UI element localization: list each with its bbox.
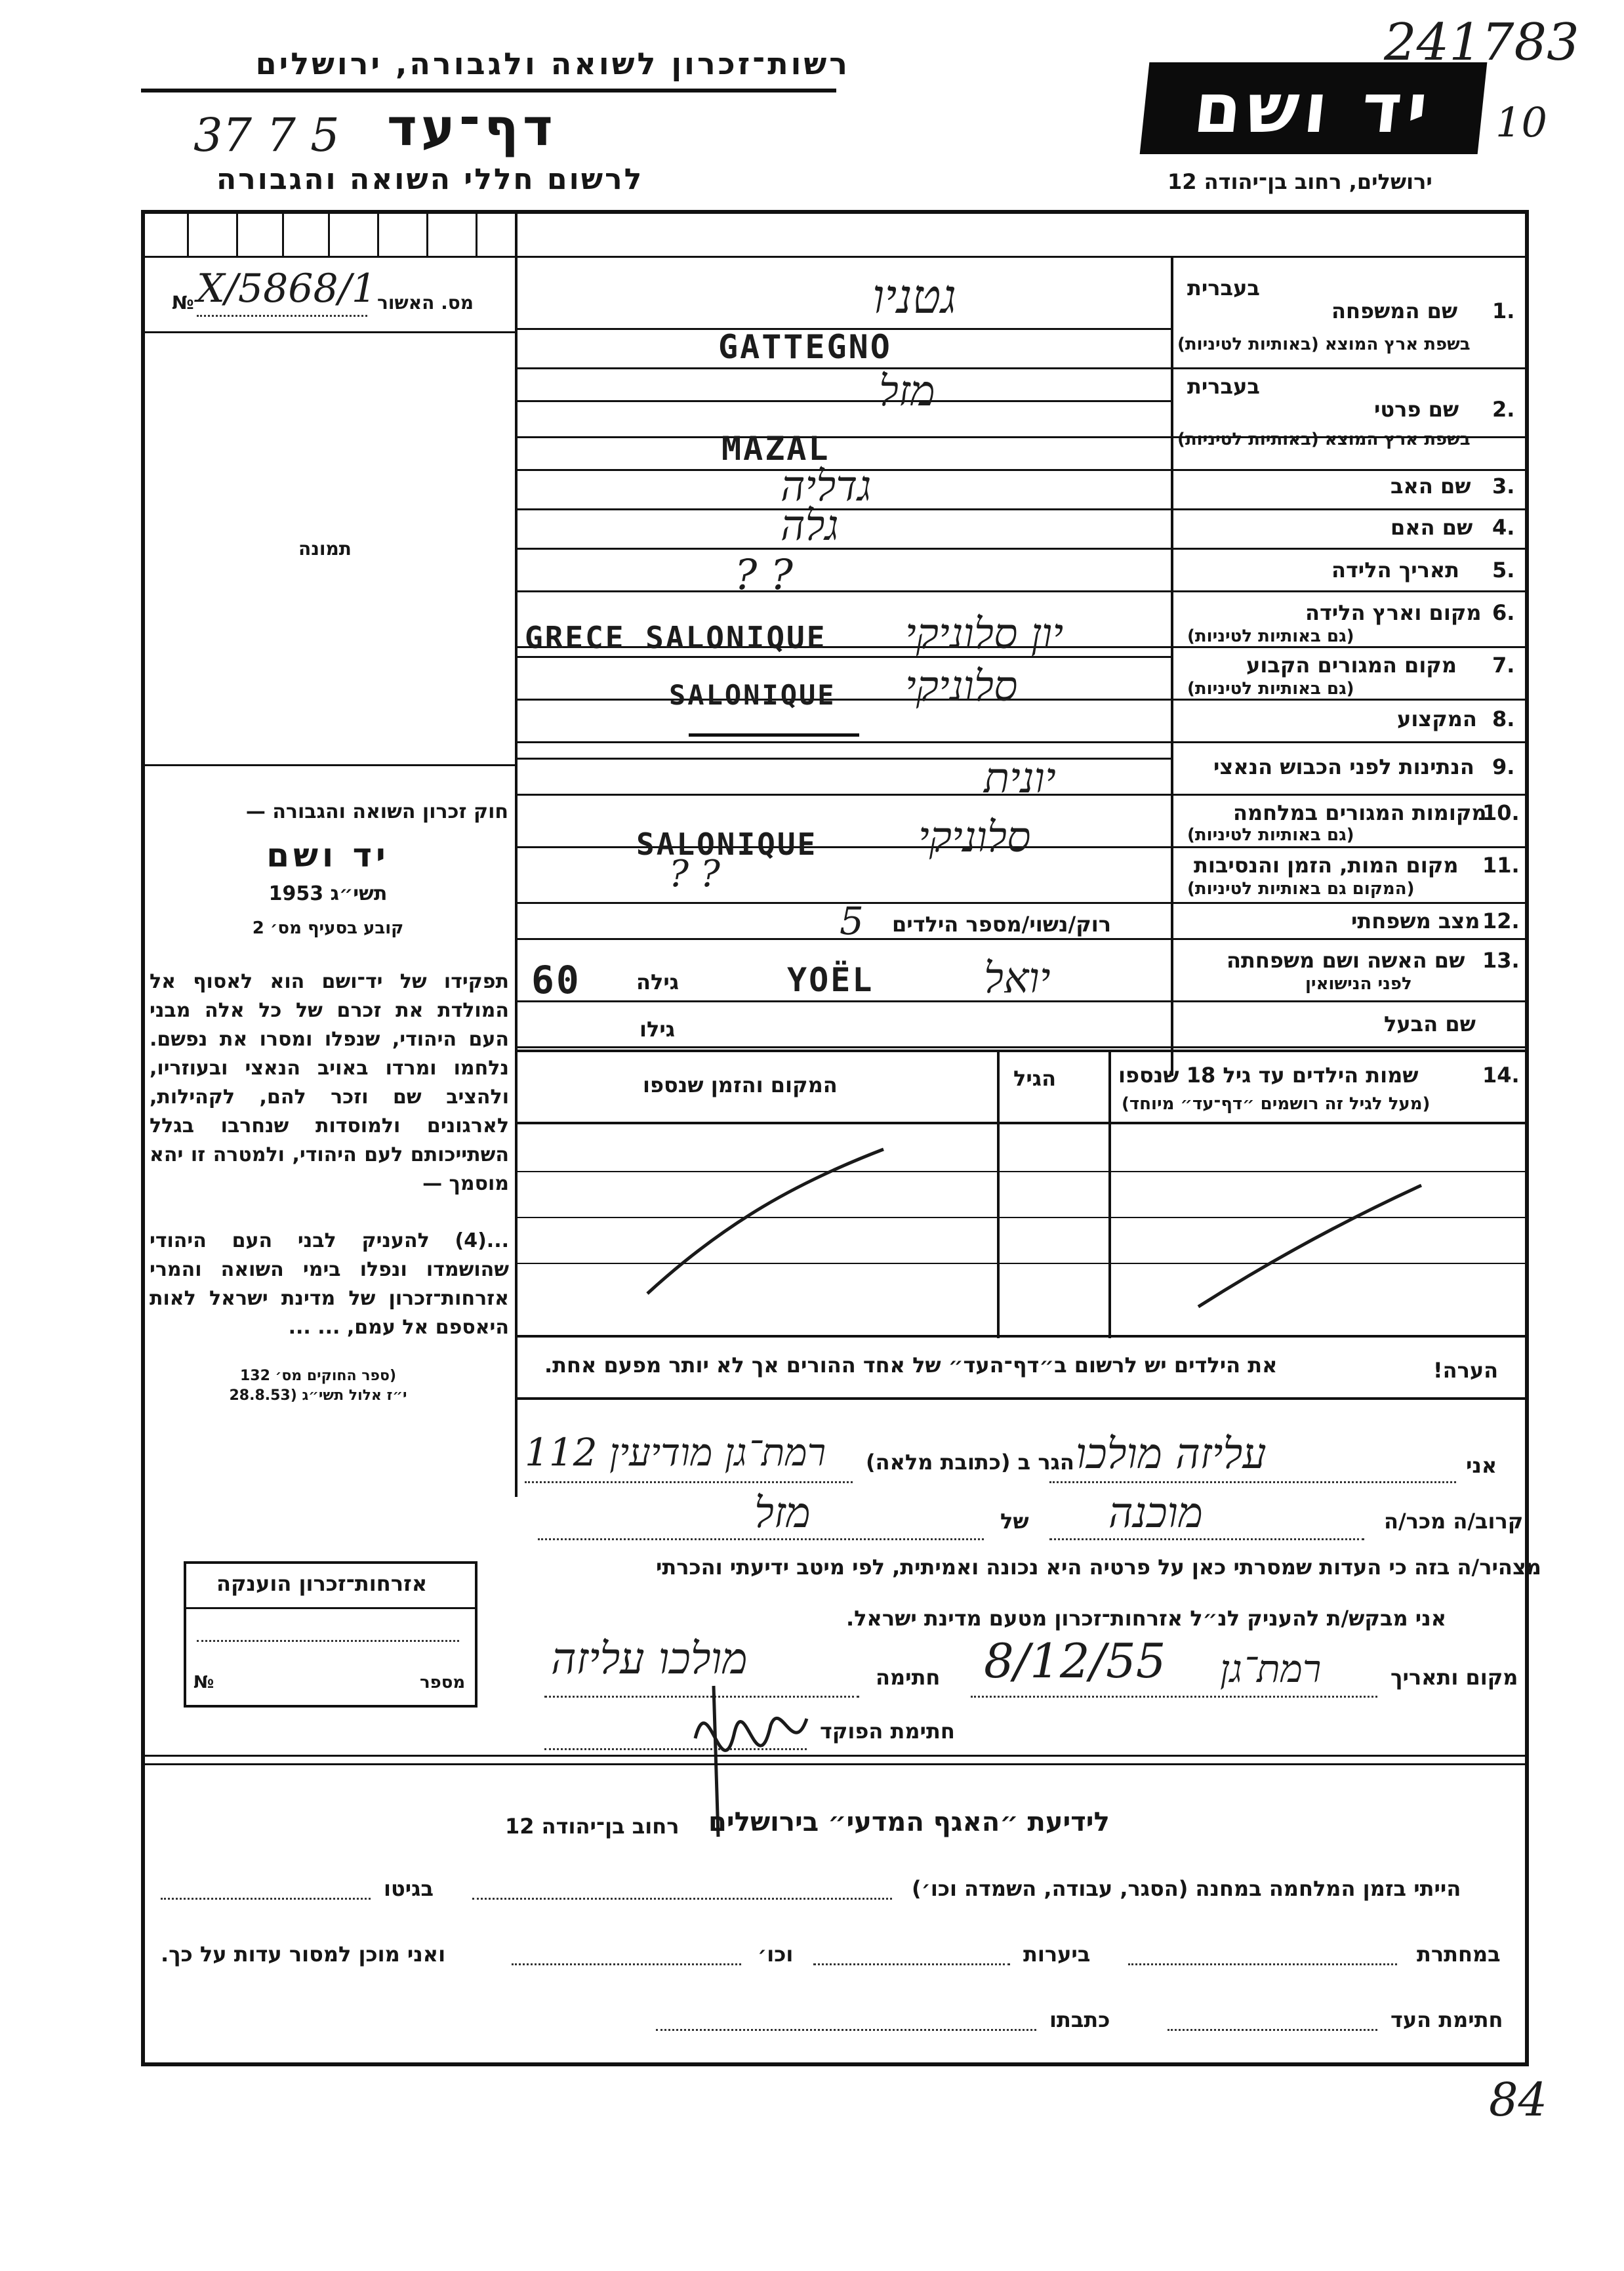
children-header-names-sub: (מעל לגיל זה רושמים ״דף־עד״ מיוחד) bbox=[1122, 1094, 1431, 1114]
field-11-number: 11. bbox=[1482, 853, 1520, 878]
approval-number: X/5868/1 bbox=[197, 266, 377, 312]
field-5-value: ? ? bbox=[735, 551, 793, 600]
photo-box-bottom bbox=[141, 764, 516, 766]
field-13-number: 13. bbox=[1482, 948, 1520, 973]
decl-of-value: מזל bbox=[754, 1489, 811, 1538]
field-12-number: 12. bbox=[1482, 909, 1520, 933]
label-column-divider bbox=[1171, 256, 1173, 1076]
intel-row2-line-b bbox=[813, 1963, 1010, 1965]
field-9-number: 9. bbox=[1492, 754, 1515, 779]
husband-age-label: גילו bbox=[639, 1017, 676, 1042]
strip-cell bbox=[377, 211, 379, 257]
citizenship-box-title: אזרחות־זכרון הוענקה bbox=[216, 1571, 428, 1596]
law-line1: חוק זכרון השואה והגבורה — bbox=[245, 800, 508, 823]
intel-row3-line-b bbox=[656, 2029, 1036, 2031]
frame-top bbox=[141, 210, 1528, 214]
field-7-underline bbox=[689, 733, 859, 737]
form-title: דף־עד bbox=[387, 98, 557, 157]
field-11-value: ? ? bbox=[669, 853, 720, 895]
field-8-number: 8. bbox=[1492, 706, 1515, 731]
decl-address: רמת־גן מודיעין 112 bbox=[525, 1430, 826, 1475]
field-2-value-he: מזל bbox=[879, 367, 935, 416]
decl-officer-label: חתימת הפוקד bbox=[820, 1719, 955, 1744]
approval-row-line bbox=[141, 331, 516, 333]
decl-relation: מוכנה bbox=[1108, 1489, 1203, 1538]
field-2-sub: בשפת ארץ המוצא (באותיות לטיניות) bbox=[1177, 430, 1471, 449]
law-source-1: (ספר החוקים מס׳ 132 bbox=[239, 1368, 397, 1384]
row-line bbox=[516, 590, 1526, 592]
authority-underline bbox=[141, 89, 836, 92]
row-line bbox=[516, 741, 1526, 743]
children-table-top bbox=[516, 1050, 1526, 1052]
law-year: תשי״ג 1953 bbox=[268, 882, 388, 905]
field-9-value: יונית bbox=[984, 754, 1056, 803]
decl-statement-1: מצהיר/ה בזה כי העדות שמסרתי כאן על פרטיה היא נכונה ואמיתית, לפי מיטב ידיעתי והכרתי bbox=[656, 1555, 1541, 1580]
approval-dotline bbox=[197, 315, 367, 317]
field-7-value-he: סלוניקי bbox=[905, 663, 1018, 711]
intel-title: לידיעת ״האגף המדעי״ בירושלים bbox=[708, 1807, 1110, 1837]
value-line bbox=[516, 758, 1172, 760]
decl-resides: הגר ב (כתובת מלאה) bbox=[866, 1450, 1074, 1475]
address-heading: ירושלים, רחוב בן־יהודה 12 bbox=[1167, 169, 1432, 194]
row-line bbox=[516, 548, 1526, 550]
note-text: את הילדים יש לרשום ב״דף־העד״ של אחד ההורים אך לא יותר מפעם אחת. bbox=[544, 1353, 1278, 1378]
row-line bbox=[516, 938, 1526, 940]
decl-place-line bbox=[971, 1696, 1377, 1698]
citizenship-box-number-label: מספר bbox=[420, 1673, 466, 1692]
field-12-status-options: רוק/נשוי/מספר הילדים bbox=[892, 912, 1111, 937]
decl-address-line bbox=[525, 1481, 853, 1483]
field-5-label: תאריך הלידה bbox=[1331, 558, 1460, 583]
field-3-value: גדליה bbox=[781, 462, 872, 511]
decl-relative: קרוב/ה מכר/ה bbox=[1384, 1509, 1524, 1534]
intel-separator-1 bbox=[141, 1755, 1528, 1757]
photo-label: תמונה bbox=[298, 538, 352, 560]
decl-relation-line bbox=[1049, 1538, 1364, 1540]
field-1-sub: בשפת ארץ המוצא (באותיות לטיניות) bbox=[1177, 335, 1471, 354]
field-5-number: 5. bbox=[1492, 558, 1515, 583]
citizenship-box-divider bbox=[184, 1607, 477, 1609]
law-clause: קובע בסעיף מס׳ 2 bbox=[252, 918, 404, 938]
children-header-num: 14. bbox=[1482, 1063, 1520, 1088]
wife-age-value: 60 bbox=[531, 958, 581, 1002]
field-1-value-he: גטניו bbox=[872, 269, 956, 324]
field-4-label: שם האם bbox=[1391, 515, 1473, 540]
intel-row3-a: חתימת העד bbox=[1391, 2007, 1503, 2032]
intel-address: רחוב בן־יהודה 12 bbox=[505, 1814, 680, 1839]
intel-row2-d: ואני מוכן למסור עדות על כך. bbox=[161, 1942, 446, 1967]
field-2-number: 2. bbox=[1492, 397, 1515, 422]
intel-row1-a: הייתי בזמן המלחמה במחנה (הסגר, עבודה, השמדה וכו׳) bbox=[912, 1876, 1461, 1901]
children-table-strike bbox=[516, 1123, 1526, 1336]
strip-cell bbox=[187, 211, 189, 257]
field-2-value-latin: MAZAL bbox=[721, 430, 830, 468]
row-line bbox=[516, 1046, 1526, 1048]
husband-label: שם הבעל bbox=[1384, 1012, 1476, 1036]
decl-name-line bbox=[1049, 1481, 1456, 1483]
form-subtitle: לרשום חללי השואה והגבורה bbox=[216, 163, 644, 196]
field-1-number: 1. bbox=[1492, 298, 1515, 323]
field-13-value-latin: YOËL bbox=[787, 961, 874, 999]
field-6-sub: (גם באותיות לטיניות) bbox=[1187, 626, 1354, 646]
field-8-label: המקצוע bbox=[1397, 706, 1477, 731]
field-2-lang: בעברית bbox=[1187, 374, 1260, 399]
intel-row3-line-a bbox=[1167, 2029, 1377, 2031]
row-line bbox=[516, 508, 1526, 510]
intel-row2-line-c bbox=[512, 1963, 741, 1965]
intel-row1-line-b bbox=[161, 1898, 371, 1900]
decl-i: אני bbox=[1466, 1453, 1497, 1478]
field-9-label: הנתינות לפני הכבוש הנאצי bbox=[1213, 754, 1474, 779]
field-13-value-he: יואל bbox=[984, 954, 1051, 1003]
note-label: הערה! bbox=[1433, 1358, 1499, 1383]
field-11-sub: (המקום גם באותיות לטיניות) bbox=[1187, 879, 1415, 899]
row-line bbox=[516, 469, 1526, 471]
field-10-number: 10. bbox=[1482, 800, 1520, 825]
decl-signature-label: חתימה bbox=[876, 1665, 941, 1690]
intel-row1-line-a bbox=[472, 1898, 892, 1900]
handwritten-side-number: 10 bbox=[1495, 98, 1547, 146]
field-1-value-latin: GATTEGNO bbox=[718, 328, 892, 366]
field-10-label: מקומות המגורים במלחמה bbox=[1233, 800, 1487, 825]
frame-bottom bbox=[141, 2062, 1528, 2066]
decl-of: של bbox=[1000, 1509, 1029, 1534]
field-1-lang: בעברית bbox=[1187, 276, 1260, 300]
field-11-label: מקום המות, הזמן והנסיבות bbox=[1194, 853, 1459, 878]
decl-statement-2: אני מבקש/ת להעניק לנ״ל אזרחות־זכרון מטעם מדינת ישראל. bbox=[846, 1606, 1446, 1631]
yad-vashem-logo: יד ושם bbox=[1140, 62, 1488, 154]
value-line bbox=[516, 656, 1172, 658]
intel-row3-b: כתבתו bbox=[1049, 2007, 1110, 2032]
strip-cell bbox=[426, 211, 428, 257]
decl-signature: מולכו עליזה bbox=[551, 1633, 748, 1684]
field-10-value-he: סלוניקי bbox=[918, 813, 1031, 862]
children-header-names: שמות הילדים עד גיל 18 שנספו bbox=[1118, 1063, 1419, 1088]
authority-heading: רשות־זכרון לשואה ולגבורה, ירושלים bbox=[255, 46, 850, 81]
field-6-value-he: יון סלוניקי bbox=[905, 610, 1064, 659]
children-header-place: המקום והזמן שנספו bbox=[643, 1073, 838, 1097]
row-line bbox=[516, 902, 1526, 904]
law-paragraph-2: ...(4) להעניק לבני העם היהודי שהושמדו ונפלו בימי השואה והמרי אזרחות־זכרון של מדינת ישראל לאות היאספם אל עמם, ... ... bbox=[150, 1229, 509, 1339]
law-name: יד ושם bbox=[266, 836, 390, 874]
field-12-label: מצב משפחתי bbox=[1351, 909, 1480, 933]
field-3-label: שם האב bbox=[1391, 474, 1471, 499]
page-number: 84 bbox=[1489, 2073, 1548, 2127]
field-7-sub: (גם באותיות לטיניות) bbox=[1187, 679, 1354, 699]
field-13-sub: לפני הנישואין bbox=[1305, 974, 1412, 994]
field-1-label: שם המשפחה bbox=[1331, 298, 1458, 323]
decl-name: עליזה מולכו bbox=[1076, 1430, 1267, 1479]
intel-row2-b: ביערות bbox=[1023, 1942, 1091, 1967]
field-7-value-latin: SALONIQUE bbox=[669, 679, 836, 711]
handwritten-top-number: 241783 bbox=[1384, 13, 1579, 72]
row-line bbox=[516, 699, 1526, 701]
wife-age-label: גילה bbox=[636, 970, 680, 994]
strip-cell bbox=[282, 211, 284, 257]
field-2-label: שם פרטי bbox=[1374, 397, 1459, 422]
intel-row2-line-a bbox=[1128, 1963, 1397, 1965]
field-7-label: מקום המגורים הקבוע bbox=[1246, 653, 1457, 678]
field-4-value: גלה bbox=[781, 502, 839, 550]
strip-cell bbox=[476, 211, 477, 257]
top-strip-line bbox=[141, 256, 1528, 258]
field-13-label: שם האשה ושם משפחתה bbox=[1227, 948, 1465, 973]
citizenship-box-no-label: № bbox=[193, 1673, 214, 1692]
intel-row1-b: בגיטו bbox=[384, 1876, 434, 1901]
decl-place: רמת־גן bbox=[1220, 1647, 1322, 1691]
approval-label: מס. האשור bbox=[377, 292, 474, 314]
field-6-number: 6. bbox=[1492, 600, 1515, 625]
field-4-number: 4. bbox=[1492, 515, 1515, 540]
note-bottom-line bbox=[516, 1397, 1526, 1400]
field-6-label: מקום וארץ הלידה bbox=[1305, 600, 1482, 625]
field-3-number: 3. bbox=[1492, 474, 1515, 499]
intel-separator-2 bbox=[141, 1763, 1528, 1765]
children-header-age: הגיל bbox=[1013, 1066, 1057, 1091]
field-10-sub: (גם באותיות לטיניות) bbox=[1187, 825, 1354, 845]
frame-left bbox=[141, 210, 145, 2066]
field-7-number: 7. bbox=[1492, 653, 1515, 678]
decl-of-line bbox=[538, 1538, 984, 1540]
field-6-value-latin: GRECE SALONIQUE bbox=[525, 620, 827, 655]
intel-row2-a: במחתרת bbox=[1417, 1942, 1501, 1967]
strip-cell bbox=[236, 211, 238, 257]
row-line bbox=[516, 367, 1526, 369]
field-10-value-latin: SALONIQUE bbox=[636, 827, 818, 862]
approval-no-label: № bbox=[172, 292, 194, 314]
decl-date: 8/12/55 bbox=[984, 1633, 1166, 1688]
law-source-2: י״ז אלול תשי״ג (28.8.53 bbox=[229, 1387, 407, 1404]
strip-cell bbox=[328, 211, 330, 257]
decl-place-date-label: מקום ותאריך bbox=[1391, 1665, 1518, 1690]
citizenship-box-dotline bbox=[197, 1640, 459, 1642]
handwritten-sheet-number: 37 7 5 bbox=[193, 108, 340, 162]
intel-row2-c: וכו׳ bbox=[758, 1942, 794, 1967]
law-paragraph-1: תפקידו של יד־ושם הוא לאסוף אל המולדת את זכרם של כל אלה מבני העם היהודי, שנפלו ומסרו את נפשם. נלחמו ומרדו באויב הנאצי ובעוזריו, ולהציב שם וזכר להם, לקהילות, לארגונים ולמוסדות שנחרבו בגלל השתייכותם לעם היהודי, ולמטרה זו יהא מוסמך — bbox=[150, 970, 509, 1195]
field-12-children-count: 5 bbox=[840, 899, 864, 943]
value-line bbox=[516, 400, 1172, 402]
